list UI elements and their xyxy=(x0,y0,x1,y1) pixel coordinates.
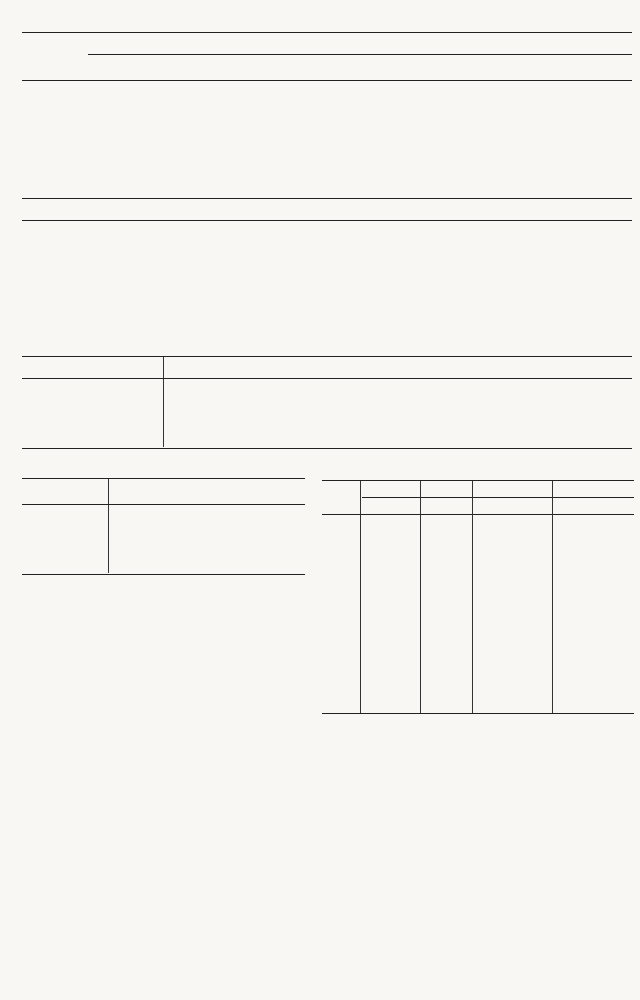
table5-top-rule xyxy=(322,480,634,481)
table5-head-underline xyxy=(362,497,634,498)
table2-group-underline xyxy=(88,54,632,55)
table4-top-rule xyxy=(22,478,305,479)
table5-header-rule xyxy=(322,514,634,515)
table5-divider-4 xyxy=(552,481,553,713)
table3-label-divider xyxy=(163,357,164,447)
table2-bottom-rule xyxy=(22,220,632,221)
table5-divider-2 xyxy=(420,481,421,713)
table2-mean-rule xyxy=(22,198,632,199)
table4-header-rule xyxy=(22,504,305,505)
table2-header-rule xyxy=(22,80,632,81)
table5-divider-1 xyxy=(360,481,361,713)
table5-bottom-rule xyxy=(322,713,634,714)
table5-divider-3 xyxy=(472,481,473,713)
table3-bottom-rule xyxy=(22,448,632,449)
table4-bottom-rule xyxy=(22,574,305,575)
table2-top-rule xyxy=(22,32,632,33)
table4-label-divider xyxy=(108,479,109,573)
table3-header-rule xyxy=(22,378,632,379)
table3-top-rule xyxy=(22,356,632,357)
